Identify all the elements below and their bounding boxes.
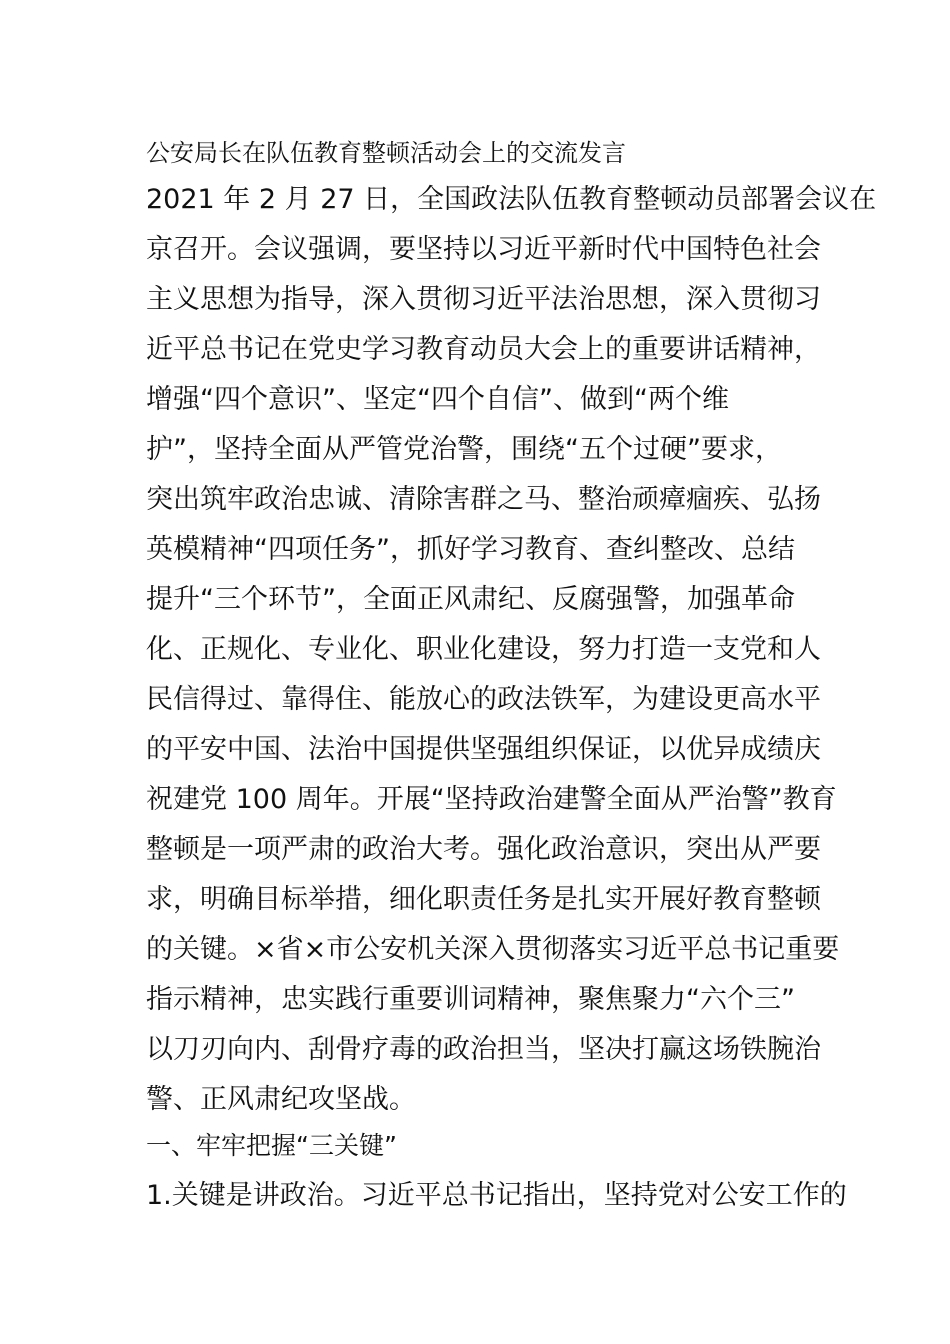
section-heading: 一、牢牢把握“三关键” — [146, 1131, 397, 1160]
body-line: 警、正风肃纪攻坚战。 — [146, 1084, 416, 1115]
document-title: 公安局长在队伍教育整顿活动会上的交流发言 — [146, 139, 626, 167]
body-line: 求，明确目标举措，细化职责任务是扎实开展好教育整顿 — [146, 884, 821, 915]
body-line: 指示精神，忠实践行重要训词精神，聚焦聚力“六个三” — [146, 984, 795, 1015]
body-line: 的关键。×省×市公安机关深入贯彻落实习近平总书记重要 — [146, 934, 840, 965]
body-line: 祝建党 100 周年。开展“坚持政治建警全面从严治警”教育 — [146, 784, 837, 815]
body-line: 护”，坚持全面从严管党治警，围绕“五个过硬”要求， — [146, 434, 782, 465]
body-line: 化、正规化、专业化、职业化建设，努力打造一支党和人 — [146, 634, 821, 665]
body-line: 主义思想为指导，深入贯彻习近平法治思想，深入贯彻习 — [146, 284, 821, 315]
body-line: 2021 年 2 月 27 日，全国政法队伍教育整顿动员部署会议在 — [146, 184, 877, 215]
body-line: 整顿是一项严肃的政治大考。强化政治意识，突出从严要 — [146, 834, 821, 865]
body-line: 的平安中国、法治中国提供坚强组织保证，以优异成绩庆 — [146, 734, 821, 765]
body-paragraph — [146, 182, 877, 1132]
body-line: 以刀刃向内、刮骨疗毒的政治担当，坚决打赢这场铁腕治 — [146, 1034, 821, 1065]
body-line: 近平总书记在党史学习教育动员大会上的重要讲话精神， — [146, 334, 821, 365]
body-line: 民信得过、靠得住、能放心的政法铁军，为建设更高水平 — [146, 684, 821, 715]
body-line: 增强“四个意识”、坚定“四个自信”、做到“两个维 — [146, 384, 729, 415]
body-line: 英模精神“四项任务”，抓好学习教育、查纠整改、总结 — [146, 534, 795, 565]
body-line: 京召开。会议强调，要坚持以习近平新时代中国特色社会 — [146, 234, 821, 265]
body-line: 提升“三个环节”，全面正风肃纪、反腐强警，加强革命 — [146, 584, 795, 615]
body-line: 突出筑牢政治忠诚、清除害群之马、整治顽瘴痼疾、弘扬 — [146, 484, 821, 515]
paragraph-start: 1.关键是讲政治。习近平总书记指出，坚持党对公安工作的 — [146, 1180, 847, 1211]
